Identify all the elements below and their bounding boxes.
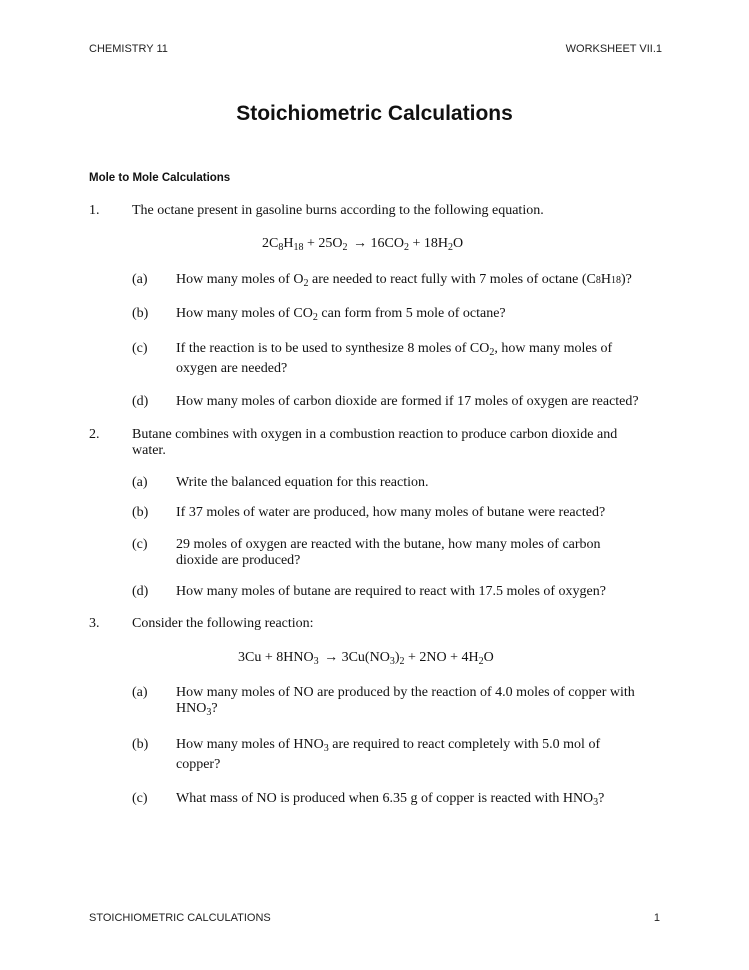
header-course: CHEMISTRY 11 bbox=[89, 43, 168, 55]
part-label: (b) bbox=[132, 737, 149, 752]
part-label: (a) bbox=[132, 475, 148, 490]
header-worksheet-id: WORKSHEET VII.1 bbox=[565, 43, 662, 55]
question-number: 1. bbox=[89, 203, 100, 218]
part-text: How many moles of carbon dioxide are formed if 17 moles of oxygen are reacted? bbox=[176, 394, 639, 409]
part-text: How many moles of butane are required to react with 17.5 moles of oxygen? bbox=[176, 584, 606, 599]
question-number: 3. bbox=[89, 616, 100, 631]
part-text: Write the balanced equation for this reaction. bbox=[176, 475, 429, 490]
part-label: (b) bbox=[132, 505, 149, 520]
part-label: (c) bbox=[132, 341, 148, 356]
chemical-equation: $3Cu + 8HNO_3 \to 3Cu(NO_3)_2 + 2NO + 4H_2O$ bbox=[238, 650, 494, 667]
part-text: How many moles of $CO_2$ can form from 5 mole of octane? bbox=[176, 306, 506, 323]
part-text: If the reaction is to be used to synthesize 8 moles of $CO_2$, how many moles of oxygen are needed? bbox=[176, 341, 613, 376]
part-text: How many moles of $O_2$ are needed to react fully with 7 moles of octane (C8H18)? bbox=[176, 272, 632, 289]
question-number: 2. bbox=[89, 427, 100, 442]
page-title: Stoichiometric Calculations bbox=[236, 102, 513, 125]
part-label: (d) bbox=[132, 394, 149, 409]
part-text: What mass of NO is produced when 6.35 g of copper is reacted with $HNO_3$? bbox=[176, 791, 605, 808]
question-prompt: The octane present in gasoline burns according to the following equation. bbox=[132, 203, 544, 218]
part-label: (a) bbox=[132, 272, 148, 287]
part-text: If 37 moles of water are produced, how many moles of butane were reacted? bbox=[176, 505, 606, 520]
part-label: (b) bbox=[132, 306, 149, 321]
question-prompt: Butane combines with oxygen in a combustion reaction to produce carbon dioxide and water. bbox=[132, 427, 618, 458]
part-label: (c) bbox=[132, 791, 148, 806]
chemical-equation: $2C_8H_{18} + 25O_2 \to 16CO_2 + 18H_2O$ bbox=[262, 236, 464, 253]
question-prompt: Consider the following reaction: bbox=[132, 616, 314, 631]
part-label: (c) bbox=[132, 537, 148, 552]
part-label: (d) bbox=[132, 584, 149, 599]
footer-title: STOICHIOMETRIC CALCULATIONS bbox=[89, 912, 271, 924]
section-heading: Mole to Mole Calculations bbox=[89, 172, 231, 184]
part-text: How many moles of $HNO_3$ are required to react completely with 5.0 mol of copper? bbox=[176, 737, 601, 772]
part-label: (a) bbox=[132, 685, 148, 700]
part-text: 29 moles of oxygen are reacted with the butane, how many moles of carbon dioxide are produced? bbox=[176, 537, 601, 568]
part-text: How many moles of NO are produced by the reaction of 4.0 moles of copper with $HNO_3$? bbox=[176, 685, 635, 718]
page-number: 1 bbox=[653, 912, 660, 924]
